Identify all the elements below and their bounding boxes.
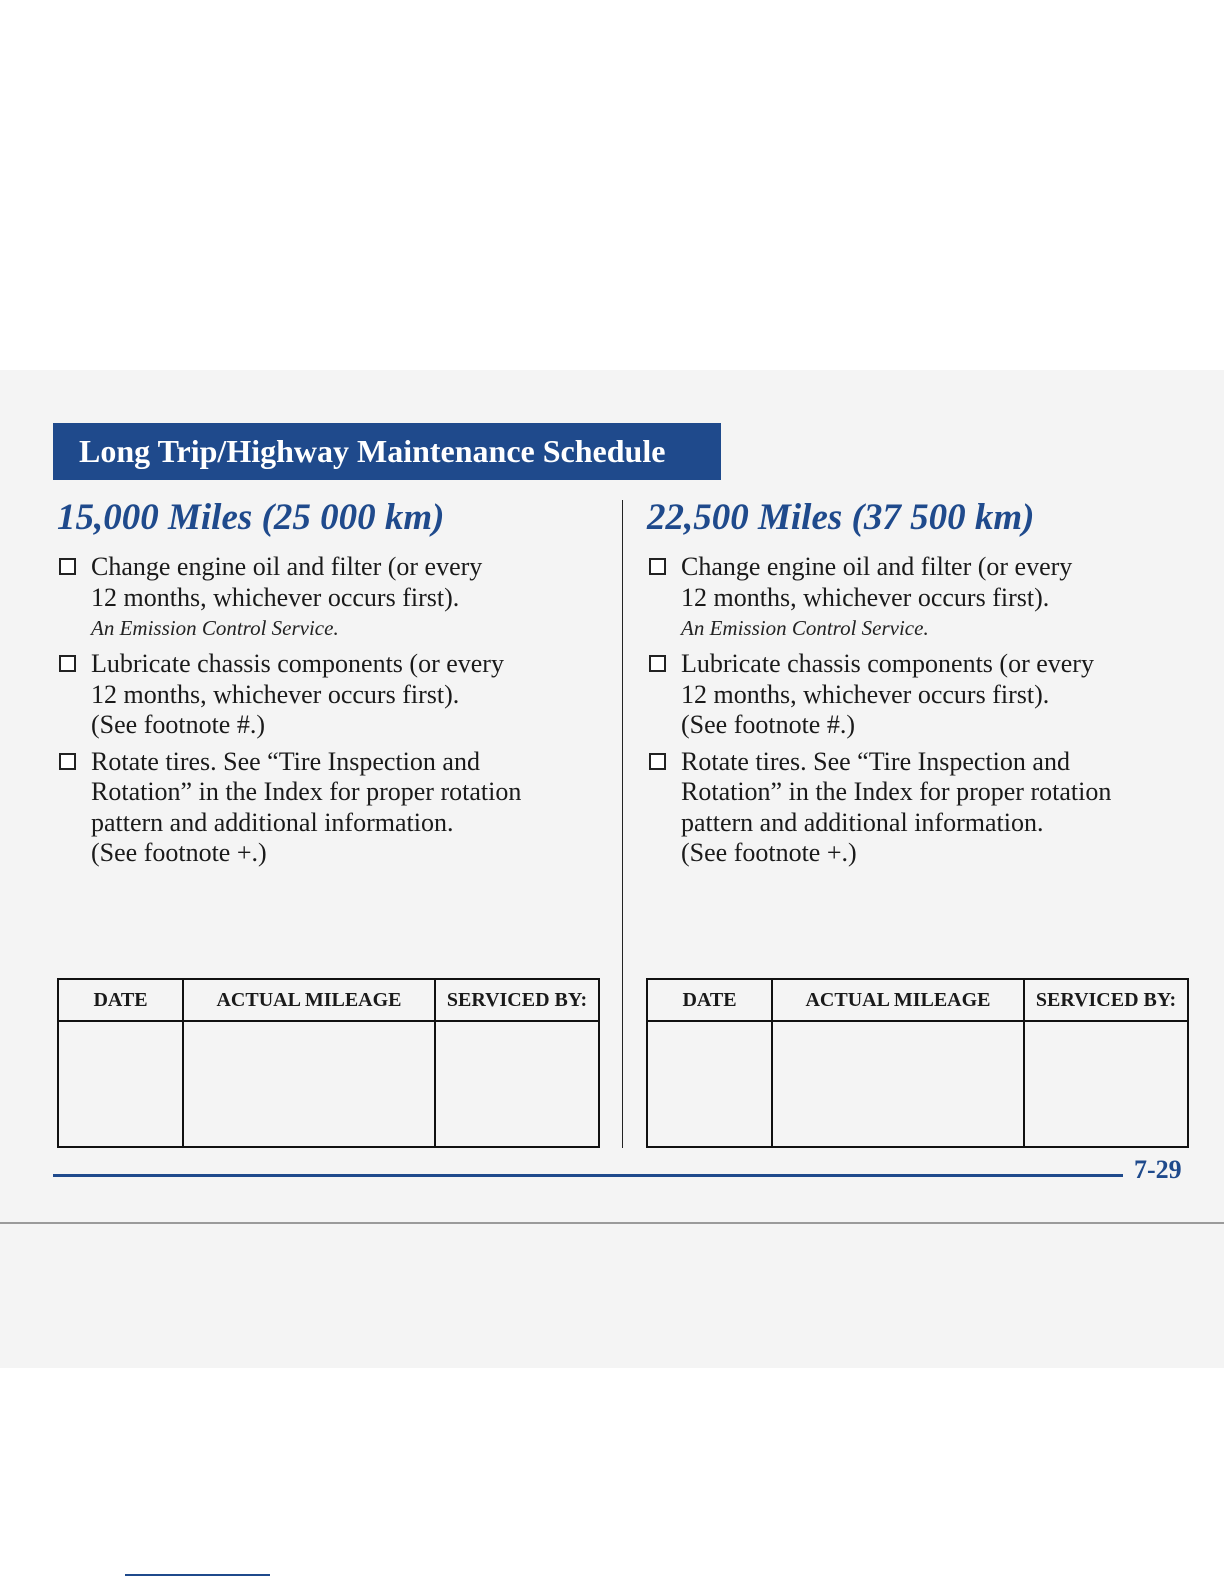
task-text: Change engine oil and filter (or every 12 months, whichever occurs first). [681,552,1073,612]
mileage-cell[interactable] [772,1021,1024,1147]
service-record-table [57,978,600,1148]
table-header-row [647,979,1188,1021]
date-cell[interactable] [647,1021,772,1147]
mileage-cell[interactable] [183,1021,435,1147]
section-header [53,423,721,480]
emission-note: An Emission Control Service. [91,616,339,640]
page-number: 7-29 [1134,1155,1182,1184]
table-row [647,1021,1188,1147]
serviced-by-header: SERVICED BY: [435,979,599,1021]
task-item [57,552,607,643]
task-item [57,649,607,741]
service-record-table [646,978,1189,1148]
table-row [58,1021,599,1147]
serviced-by-cell[interactable] [435,1021,599,1147]
footnote-rule [125,1574,270,1576]
task-checkbox[interactable] [59,655,76,672]
column-divider [622,500,623,1148]
task-text: Lubricate chassis components (or every 12 months, whichever occurs first). (See footnote #.) [681,649,1094,739]
task-checkbox[interactable] [59,753,76,770]
task-text: Rotate tires. See “Tire Inspection and Rotation” in the Index for proper rotation pattern and additional information. (See footnote +.) [91,746,522,867]
task-checkbox[interactable] [649,558,666,575]
page-edge-line [0,1222,1224,1224]
interval-heading: 15,000 Miles (25 000 km) [57,497,445,538]
footer-rule [53,1174,1123,1177]
task-text: Change engine oil and filter (or every 12 months, whichever occurs first). [91,552,483,612]
column-15000-miles [57,496,607,875]
column-22500-miles [647,496,1197,875]
task-item [647,649,1197,741]
task-text: Rotate tires. See “Tire Inspection and Rotation” in the Index for proper rotation pattern and additional information. (See footnote +.) [681,746,1112,867]
date-cell[interactable] [58,1021,183,1147]
emission-note: An Emission Control Service. [681,616,929,640]
task-item [647,747,1197,869]
table-header-row [58,979,599,1021]
task-item [647,552,1197,643]
task-item [57,747,607,869]
serviced-by-header: SERVICED BY: [1024,979,1188,1021]
actual-mileage-header: ACTUAL MILEAGE [772,979,1024,1021]
task-checkbox[interactable] [649,655,666,672]
date-header: DATE [58,979,183,1021]
serviced-by-cell[interactable] [1024,1021,1188,1147]
interval-heading: 22,500 Miles (37 500 km) [647,497,1035,538]
task-text: Lubricate chassis components (or every 12 months, whichever occurs first). (See footnote #.) [91,649,504,739]
actual-mileage-header: ACTUAL MILEAGE [183,979,435,1021]
task-checkbox[interactable] [59,558,76,575]
task-checkbox[interactable] [649,753,666,770]
date-header: DATE [647,979,772,1021]
section-title: Long Trip/Highway Maintenance Schedule [79,433,666,469]
